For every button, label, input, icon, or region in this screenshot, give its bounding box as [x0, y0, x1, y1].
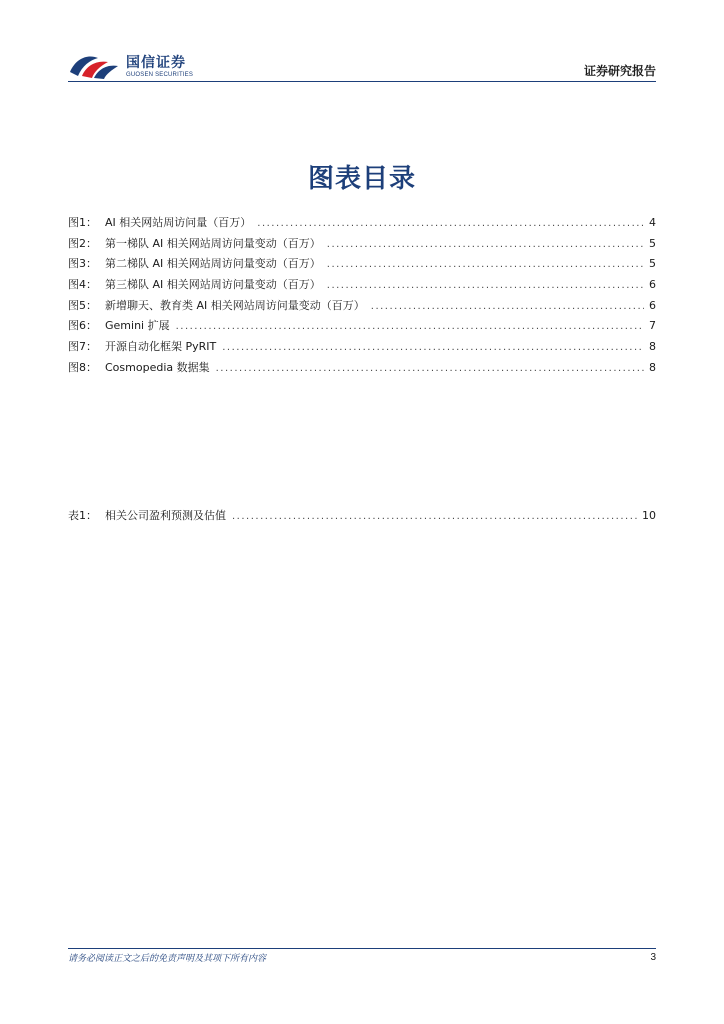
- toc-entry-label: 图5：: [68, 298, 97, 312]
- toc-dot-leader: [222, 338, 644, 359]
- toc-dot-leader: [176, 317, 644, 338]
- toc-dot-leader: [327, 276, 644, 297]
- toc-entry-label: 图2：: [68, 236, 97, 250]
- logo-english-name: GUOSEN SECURITIES: [126, 72, 194, 78]
- toc-dot-leader: [216, 359, 644, 380]
- toc-entry-label: 图1：: [68, 216, 97, 229]
- footer-page-number: 3: [650, 952, 656, 963]
- toc-entry-label: 图6：: [68, 319, 97, 333]
- toc-entry-page: 7: [649, 319, 656, 333]
- toc-entry-page: 6: [649, 278, 656, 292]
- toc-dot-leader: [232, 507, 638, 528]
- toc-entry-title: AI 相关网站周访问量（百万）: [105, 216, 252, 229]
- footer-disclaimer: 请务必阅读正文之后的免责声明及其项下所有内容: [68, 954, 267, 964]
- toc-entry-title: 开源自动化框架 PyRIT: [105, 340, 217, 354]
- toc-entry[interactable]: [68, 316, 656, 337]
- footer-divider: [68, 948, 656, 949]
- toc-entry-title: 相关公司盈利预测及估值: [105, 509, 226, 522]
- toc-dot-leader: [327, 255, 644, 276]
- toc-entry-title: 新增聊天、教育类 AI 相关网站周访问量变动（百万）: [105, 298, 365, 312]
- toc-entry-page: 10: [642, 509, 656, 522]
- toc-entry[interactable]: [68, 296, 656, 317]
- toc-entry-label: 图3：: [68, 257, 97, 271]
- toc-entry-page: 6: [649, 298, 656, 312]
- toc-entry[interactable]: [68, 506, 656, 527]
- toc-dot-leader: [371, 297, 644, 318]
- guosen-logo-icon: [68, 52, 120, 80]
- toc-entry-page: 4: [649, 216, 656, 229]
- toc-entry[interactable]: [68, 358, 656, 379]
- toc-entry[interactable]: [68, 234, 656, 255]
- toc-entry-title: Gemini 扩展: [105, 319, 170, 333]
- toc-entry-page: 5: [649, 236, 656, 250]
- toc-dot-leader: [257, 214, 644, 235]
- toc-entry-title: 第二梯队 AI 相关网站周访问量变动（百万）: [105, 257, 321, 271]
- toc-dot-leader: [327, 235, 644, 256]
- report-type-label: 证券研究报告: [583, 64, 656, 78]
- toc-entry[interactable]: [68, 213, 656, 234]
- toc-entry-page: 5: [649, 257, 656, 271]
- toc-entry[interactable]: [68, 254, 656, 275]
- toc-entry-label: 图4：: [68, 278, 97, 292]
- page-title: 图表目录: [307, 164, 416, 194]
- toc-entry-label: 图7：: [68, 340, 97, 354]
- toc-entry-title: 第一梯队 AI 相关网站周访问量变动（百万）: [105, 236, 321, 250]
- toc-entry[interactable]: [68, 275, 656, 296]
- figures-toc: [68, 213, 656, 379]
- toc-entry-label: 表1：: [68, 509, 97, 522]
- toc-entry-page: 8: [649, 340, 656, 354]
- toc-entry[interactable]: [68, 337, 656, 358]
- toc-entry-page: 8: [649, 360, 656, 374]
- guosen-logo: [68, 48, 208, 84]
- toc-entry-title: 第三梯队 AI 相关网站周访问量变动（百万）: [105, 278, 321, 292]
- logo-chinese-name: 国信证券: [126, 55, 186, 71]
- header-divider: [68, 81, 656, 82]
- toc-entry-label: 图8：: [68, 360, 97, 374]
- tables-toc: [68, 506, 656, 527]
- page-header: [68, 48, 656, 88]
- toc-entry-title: Cosmopedia 数据集: [105, 360, 210, 374]
